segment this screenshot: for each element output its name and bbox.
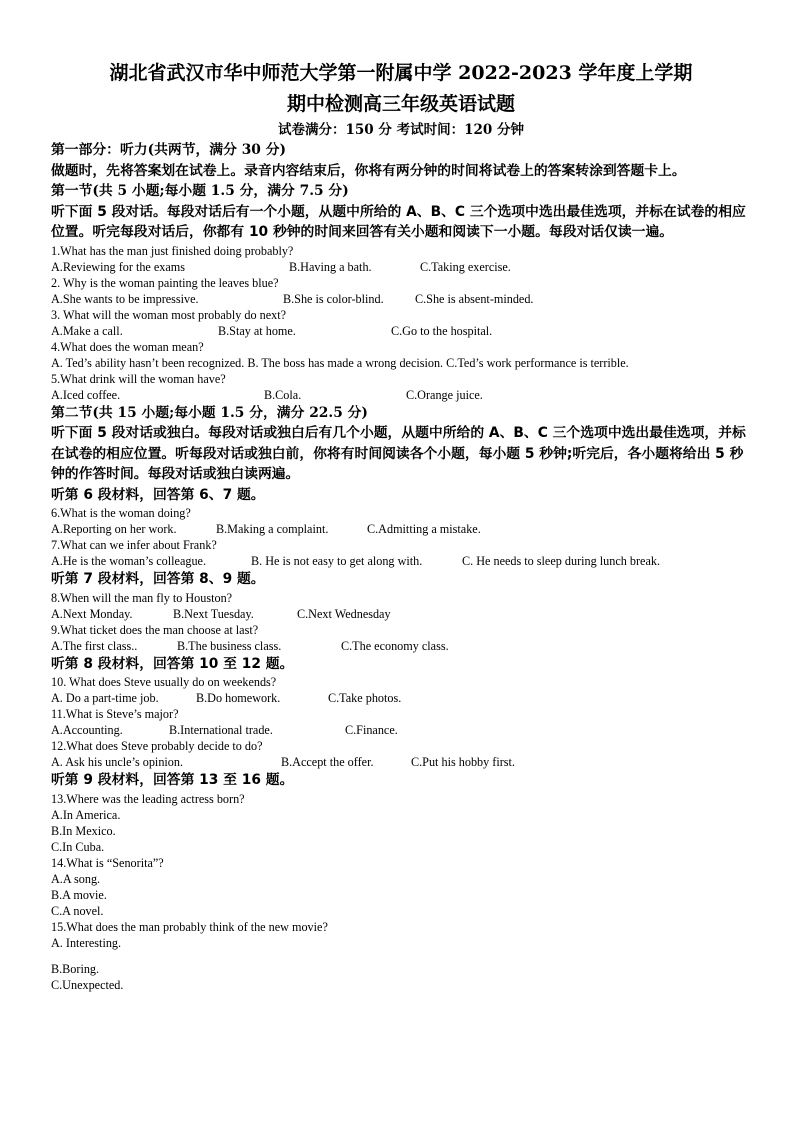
option-5c: C.Orange juice. bbox=[406, 387, 483, 402]
options-11 bbox=[51, 722, 751, 738]
question-14: 14.What is “Senorita”? bbox=[51, 855, 164, 870]
question-5: 5.What drink will the woman have? bbox=[51, 371, 226, 386]
option-3a: A.Make a call. bbox=[51, 323, 123, 338]
material-8-label: 听第 8 段材料，回答第 10 至 12 题。 bbox=[51, 655, 294, 672]
option-8c: C.Next Wednesday bbox=[297, 606, 391, 621]
options-1 bbox=[51, 259, 751, 275]
options-5 bbox=[51, 387, 751, 403]
question-3: 3. What will the woman most probably do next? bbox=[51, 307, 287, 322]
option-11a: A.Accounting. bbox=[51, 723, 123, 737]
question-12: 12.What does Steve probably decide to do? bbox=[51, 739, 263, 753]
option-14a: A.A song. bbox=[51, 871, 101, 886]
question-7: 7.What can we infer about Frank? bbox=[51, 538, 217, 552]
options-2 bbox=[51, 291, 751, 307]
option-12c: C.Put his hobby first. bbox=[411, 755, 515, 769]
option-13a: A.In America. bbox=[51, 807, 121, 822]
option-6c: C.Admitting a mistake. bbox=[367, 522, 481, 536]
options-7 bbox=[51, 553, 751, 569]
question-10: 10. What does Steve usually do on weekends? bbox=[51, 675, 277, 689]
option-3c: C.Go to the hospital. bbox=[391, 323, 493, 338]
option-10c: C.Take photos. bbox=[328, 691, 402, 705]
option-15b: B.Boring. bbox=[51, 961, 100, 976]
question-15: 15.What does the man probably think of the new movie? bbox=[51, 919, 328, 934]
option-7c: C. He needs to sleep during lunch break. bbox=[462, 554, 660, 568]
option-6b: B.Making a complaint. bbox=[216, 522, 329, 536]
option-10a: A. Do a part-time job. bbox=[51, 691, 159, 705]
option-7b: B. He is not easy to get along with. bbox=[251, 554, 423, 568]
option-7a: A.He is the woman’s colleague. bbox=[51, 554, 207, 568]
question-9: 9.What ticket does the man choose at last? bbox=[51, 622, 259, 637]
question-2: 2. Why is the woman painting the leaves blue? bbox=[51, 275, 279, 290]
exam-title-line2: 期中检测高三年级英语试题 bbox=[286, 93, 515, 115]
options-4: A. Ted’s ability hasn’t been recognized. B. The boss has made a wrong decision. C.Ted’s work performance is terrible. bbox=[51, 355, 629, 370]
option-3b: B.Stay at home. bbox=[218, 323, 296, 338]
option-14c: C.A novel. bbox=[51, 903, 104, 918]
part1-instructions: 做题时，先将答案划在试卷上。录音内容结束后，你将有两分钟的时间将试卷上的答案转涂到答题卡上。 bbox=[51, 162, 686, 179]
option-15a: A. Interesting. bbox=[51, 935, 122, 950]
option-14b: B.A movie. bbox=[51, 887, 107, 902]
option-9b: B.The business class. bbox=[177, 638, 282, 653]
option-6a: A.Reporting on her work. bbox=[51, 522, 177, 536]
exam-page bbox=[51, 58, 751, 993]
options-3 bbox=[51, 323, 751, 339]
part1-heading: 第一部分：听力(共两节，满分 30 分) bbox=[51, 142, 287, 158]
material-6-label: 听第 6 段材料，回答第 6、7 题。 bbox=[51, 486, 265, 503]
option-1c: C.Taking exercise. bbox=[420, 259, 511, 274]
blank-gap bbox=[51, 951, 751, 961]
section2-instructions: 听下面 5 段对话或独白。每段对话或独白后有几个小题，从题中所给的 A、B、C 三个选项中选出最佳选项，并标在试卷的相应位置。听每段对话或独白前，你将有时间阅读各个小题，每小题 5 秒钟;听完后，各小题将给出 5 秒钟的作答时间。每段对话或独白读两遍。 bbox=[51, 425, 746, 482]
option-1b: B.Having a bath. bbox=[289, 259, 372, 274]
question-8: 8.When will the man fly to Houston? bbox=[51, 590, 233, 605]
options-9 bbox=[51, 638, 751, 654]
option-2a: A.She wants to be impressive. bbox=[51, 291, 199, 306]
option-5a: A.Iced coffee. bbox=[51, 387, 121, 402]
option-1a: A.Reviewing for the exams bbox=[51, 259, 186, 274]
section1-instructions: 听下面 5 段对话。每段对话后有一个小题，从题中所给的 A、B、C 三个选项中选出最佳选项，并标在试卷的相应位置。听完每段对话后，你都有 10 秒钟的时间来回答有关小题和阅读下一小题。每段对话仅读一遍。 bbox=[51, 203, 746, 240]
options-8 bbox=[51, 606, 751, 622]
exam-title-line1: 湖北省武汉市华中师范大学第一附属中学 2022-2023 学年度上学期 bbox=[109, 62, 693, 84]
material-9-label: 听第 9 段材料，回答第 13 至 16 题。 bbox=[51, 772, 294, 788]
option-2b: B.She is color-blind. bbox=[283, 291, 384, 306]
option-10b: B.Do homework. bbox=[196, 691, 281, 705]
options-6 bbox=[51, 521, 751, 537]
option-2c: C.She is absent-minded. bbox=[415, 291, 534, 306]
material-7-label: 听第 7 段材料，回答第 8、9 题。 bbox=[51, 571, 265, 587]
option-11b: B.International trade. bbox=[169, 723, 273, 737]
option-12a: A. Ask his uncle’s opinion. bbox=[51, 755, 184, 769]
options-10 bbox=[51, 690, 751, 706]
question-13: 13.Where was the leading actress born? bbox=[51, 791, 245, 806]
option-11c: C.Finance. bbox=[345, 723, 398, 737]
score-info: 试卷满分：150 分 考试时间：120 分钟 bbox=[278, 122, 524, 138]
section2-heading: 第二节(共 15 小题;每小题 1.5 分，满分 22.5 分) bbox=[51, 404, 368, 421]
question-6: 6.What is the woman doing? bbox=[51, 506, 191, 520]
options-12 bbox=[51, 754, 751, 770]
option-13b: B.In Mexico. bbox=[51, 823, 116, 838]
option-9c: C.The economy class. bbox=[341, 638, 449, 653]
question-11: 11.What is Steve’s major? bbox=[51, 707, 179, 721]
option-5b: B.Cola. bbox=[264, 387, 302, 402]
option-12b: B.Accept the offer. bbox=[281, 755, 374, 769]
question-4: 4.What does the woman mean? bbox=[51, 339, 204, 354]
option-13c: C.In Cuba. bbox=[51, 839, 105, 854]
question-1: 1.What has the man just finished doing probably? bbox=[51, 243, 294, 258]
option-15c: C.Unexpected. bbox=[51, 977, 124, 992]
section1-heading: 第一节(共 5 小题;每小题 1.5 分，满分 7.5 分) bbox=[51, 183, 349, 199]
option-8b: B.Next Tuesday. bbox=[173, 606, 254, 621]
option-9a: A.The first class.. bbox=[51, 638, 138, 653]
option-8a: A.Next Monday. bbox=[51, 606, 133, 621]
